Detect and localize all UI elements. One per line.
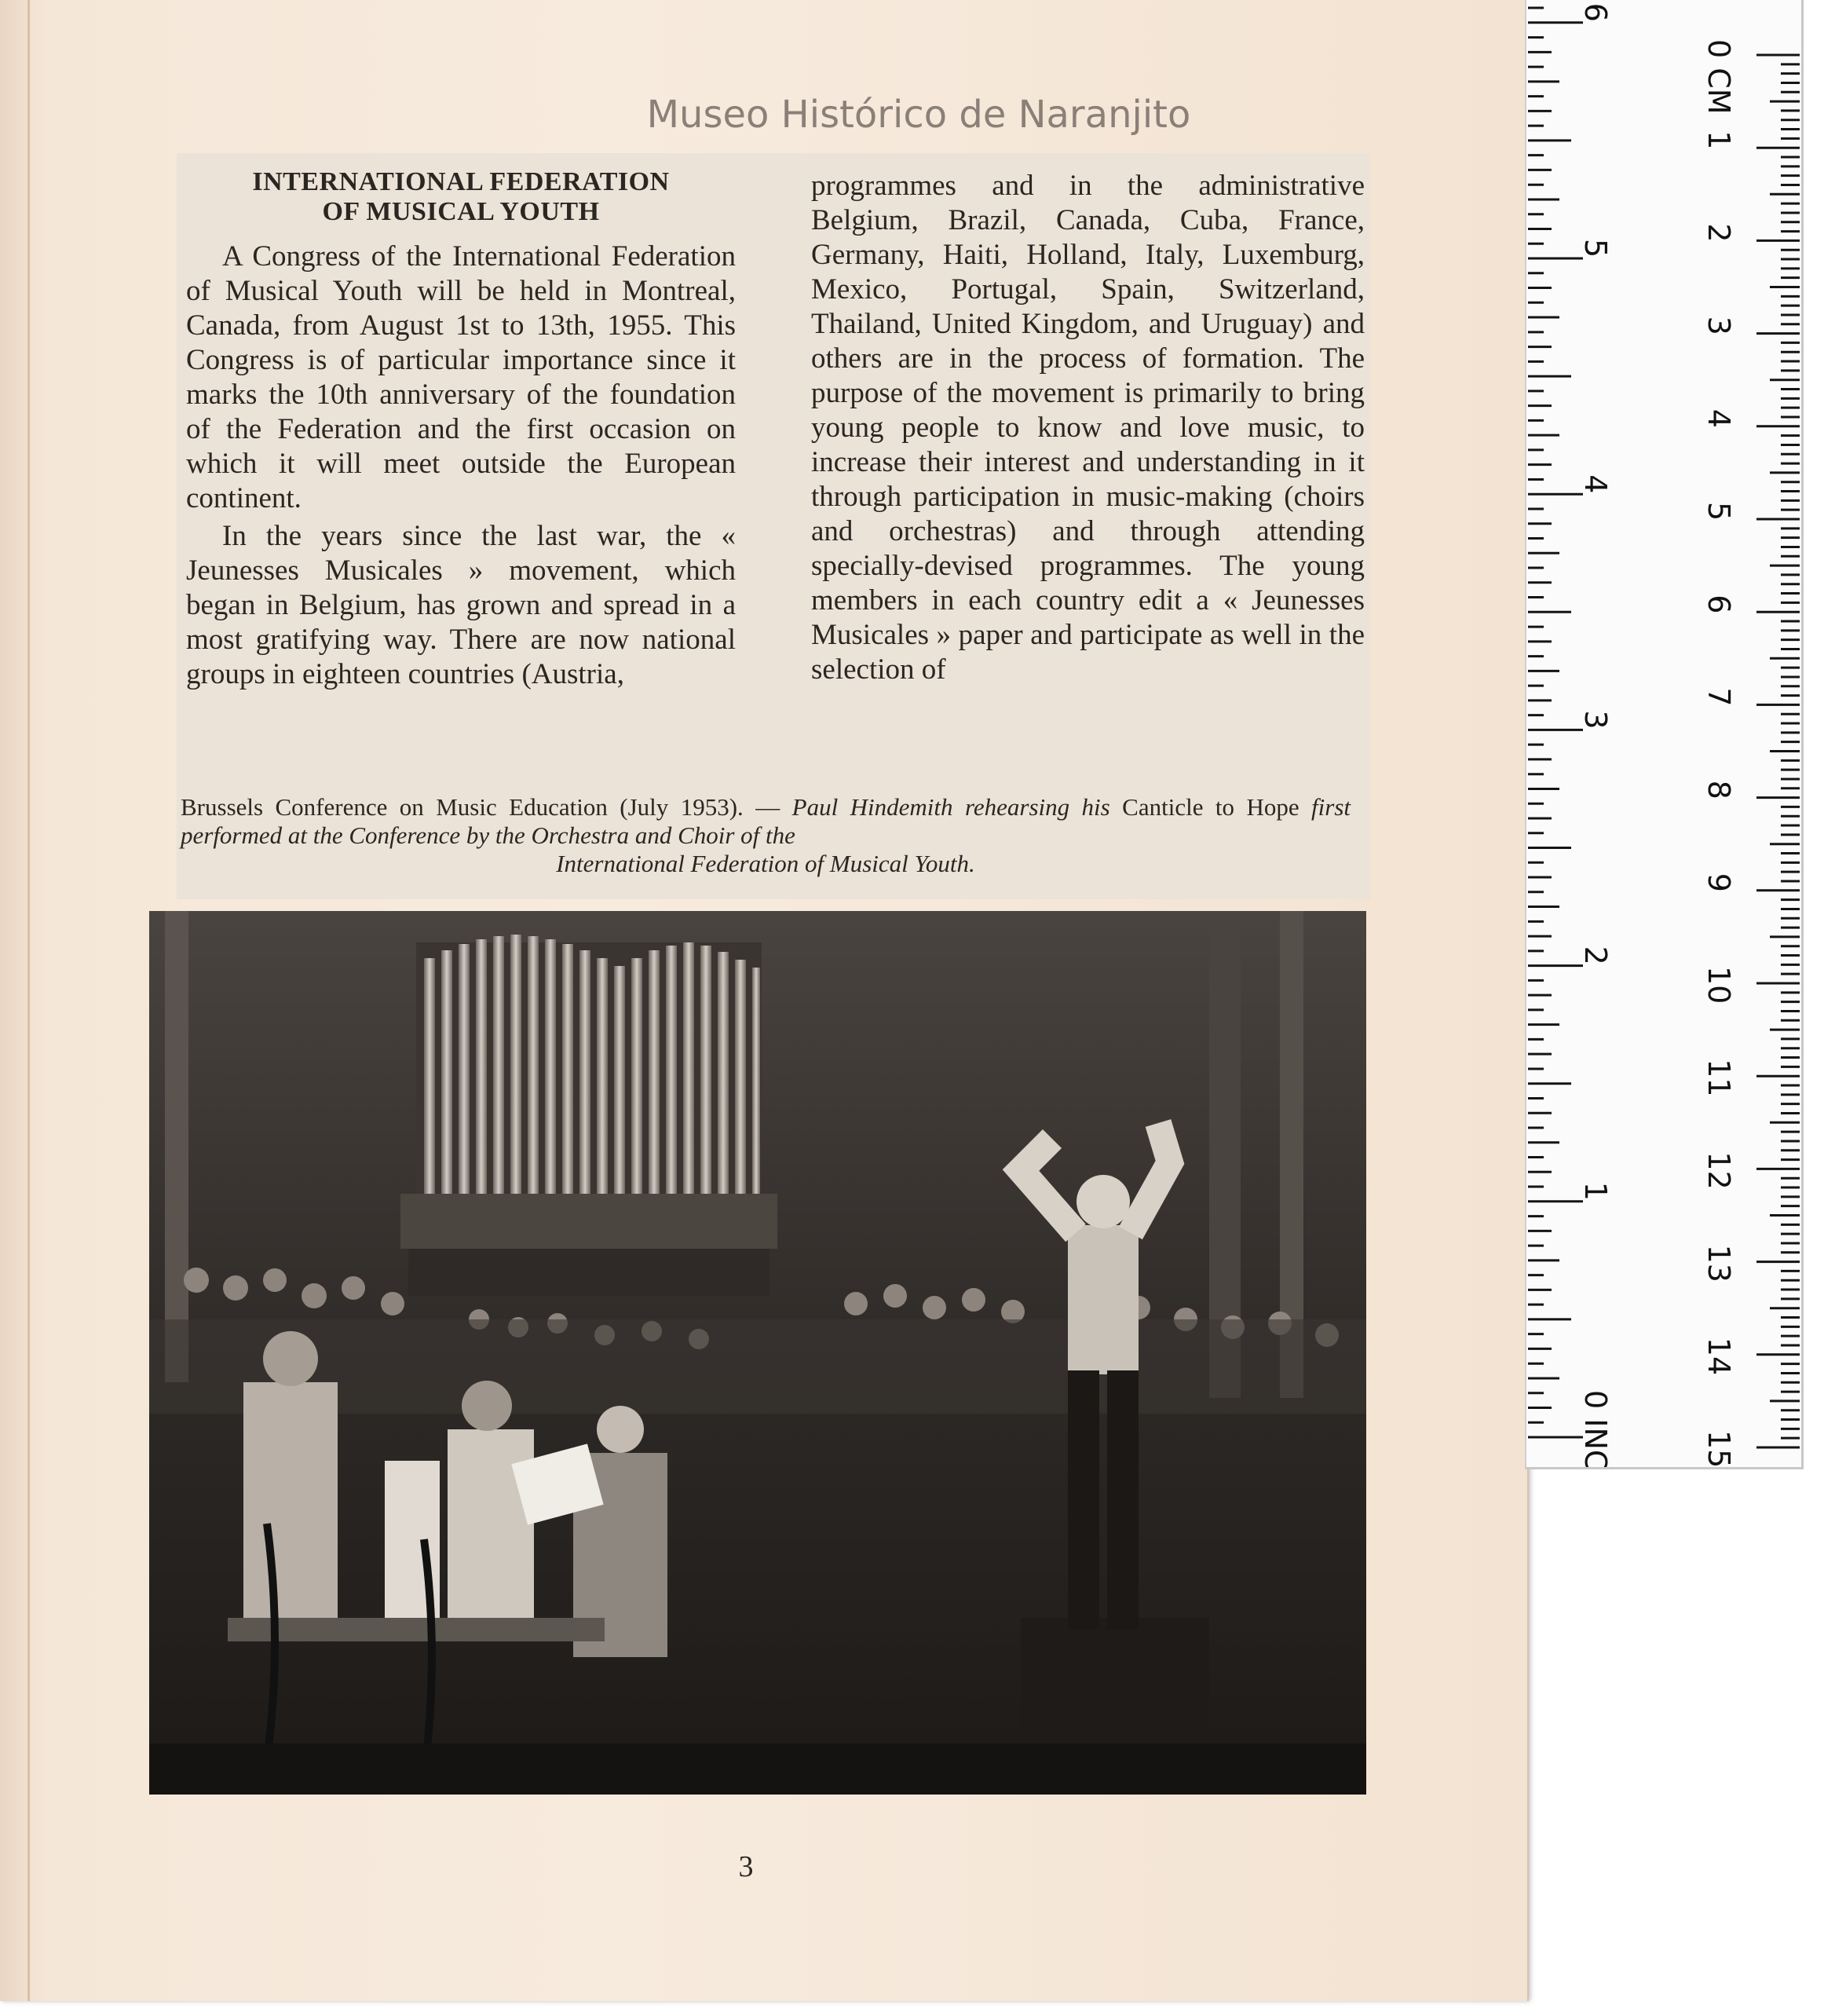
caption-italic-1: Paul Hindemith rehearsing his (791, 793, 1110, 821)
article-column-left (186, 159, 736, 692)
ruler-cm-label: 9 (1702, 873, 1736, 892)
ruler-cm-label: 15 (1702, 1430, 1736, 1467)
ruler-inch-label: 3 (1578, 710, 1613, 730)
organ-pipes (400, 935, 777, 1296)
page-spine-shadow (27, 0, 30, 2001)
photo-caption (181, 793, 1351, 878)
article-title (186, 167, 736, 227)
ruler-inch-label: 2 (1578, 946, 1613, 965)
article-text-block (177, 153, 1370, 899)
ruler-cm-label: 8 (1702, 780, 1736, 799)
ruler-cm-label: 1 (1702, 130, 1736, 150)
ruler-cm-header: 0 CM (1702, 39, 1736, 115)
ruler-cm-label: 6 (1702, 595, 1736, 614)
ruler-scale (1526, 0, 1801, 1467)
ruler-inch-label: 1 (1578, 1181, 1613, 1201)
ruler-cm-label: 3 (1702, 316, 1736, 335)
page-number: 3 (738, 1850, 754, 1883)
ruler-inch-label: 6 (1578, 2, 1613, 22)
caption-text-2: Canticle to Hope (1122, 793, 1299, 821)
ruler-inch-header: 0 INCH (1578, 1390, 1613, 1467)
caption-line-3: International Federation of Musical Youth. (556, 850, 975, 877)
measuring-ruler (1525, 0, 1804, 1469)
caption-italic-2: first performed at the Conference by the Orchestra and Choir of the (181, 793, 1351, 849)
ruler-cm-label: 4 (1702, 408, 1736, 428)
article-paragraph-continued: programmes and in the administrative Belgium, Brazil, Canada, Cuba, France, Germany, Haiti, Holland, Italy, Luxemburg, Mexico, Portugal, Spain, Switzerland, Thailand, United Kingdom, and Uruguay) and others are in the process of formation. The purpose of the movement is primarily to bring young people to know and love music, to increase their interest and understanding in it through participation in music-making (choirs and orchestras) and through attending specially-devised programmes. The young members in each country edit a « Jeunesses Musicales » paper and participate as well in the selection of (811, 170, 1365, 686)
article-title-line-1: INTERNATIONAL FEDERATION (252, 167, 670, 196)
article-title-line-2: OF MUSICAL YOUTH (322, 197, 600, 226)
ruler-cm-label: 14 (1702, 1337, 1736, 1376)
ruler-cm-label: 2 (1702, 223, 1736, 243)
ruler-cm-label: 11 (1702, 1059, 1736, 1097)
orchestra-photo-illustration (149, 911, 1366, 1795)
ruler-cm-label: 10 (1702, 966, 1736, 1004)
article-paragraph-2: In the years since the last war, the « Jeunesses Musicales » movement, which began in Belgium, has grown and spread in a most gratifying way. There are now national groups in eighteen countries (Austria, (186, 520, 736, 690)
ruler-cm-label: 5 (1702, 502, 1736, 521)
ruler-cm-label: 12 (1702, 1151, 1736, 1190)
caption-text-1: Brussels Conference on Music Education (July 1953). — (181, 793, 780, 821)
orchestra-rehearsal-photo (149, 911, 1366, 1795)
ruler-cm-label: 7 (1702, 687, 1736, 707)
ruler-inch-label: 5 (1578, 239, 1613, 258)
article-paragraph-1: A Congress of the International Federation of Musical Youth will be held in Montreal, Canada, from August 1st to 13th, 1955. This Congress is of particular importance since it marks the 10th anniversary of the foundation of the Federation and the first occasion on which it will meet outside the European continent. (186, 240, 736, 514)
ruler-cm-label: 13 (1702, 1244, 1736, 1282)
museum-watermark: Museo Histórico de Naranjito (646, 93, 1191, 137)
article-column-right (811, 169, 1365, 687)
ruler-inch-label: 4 (1578, 474, 1613, 494)
